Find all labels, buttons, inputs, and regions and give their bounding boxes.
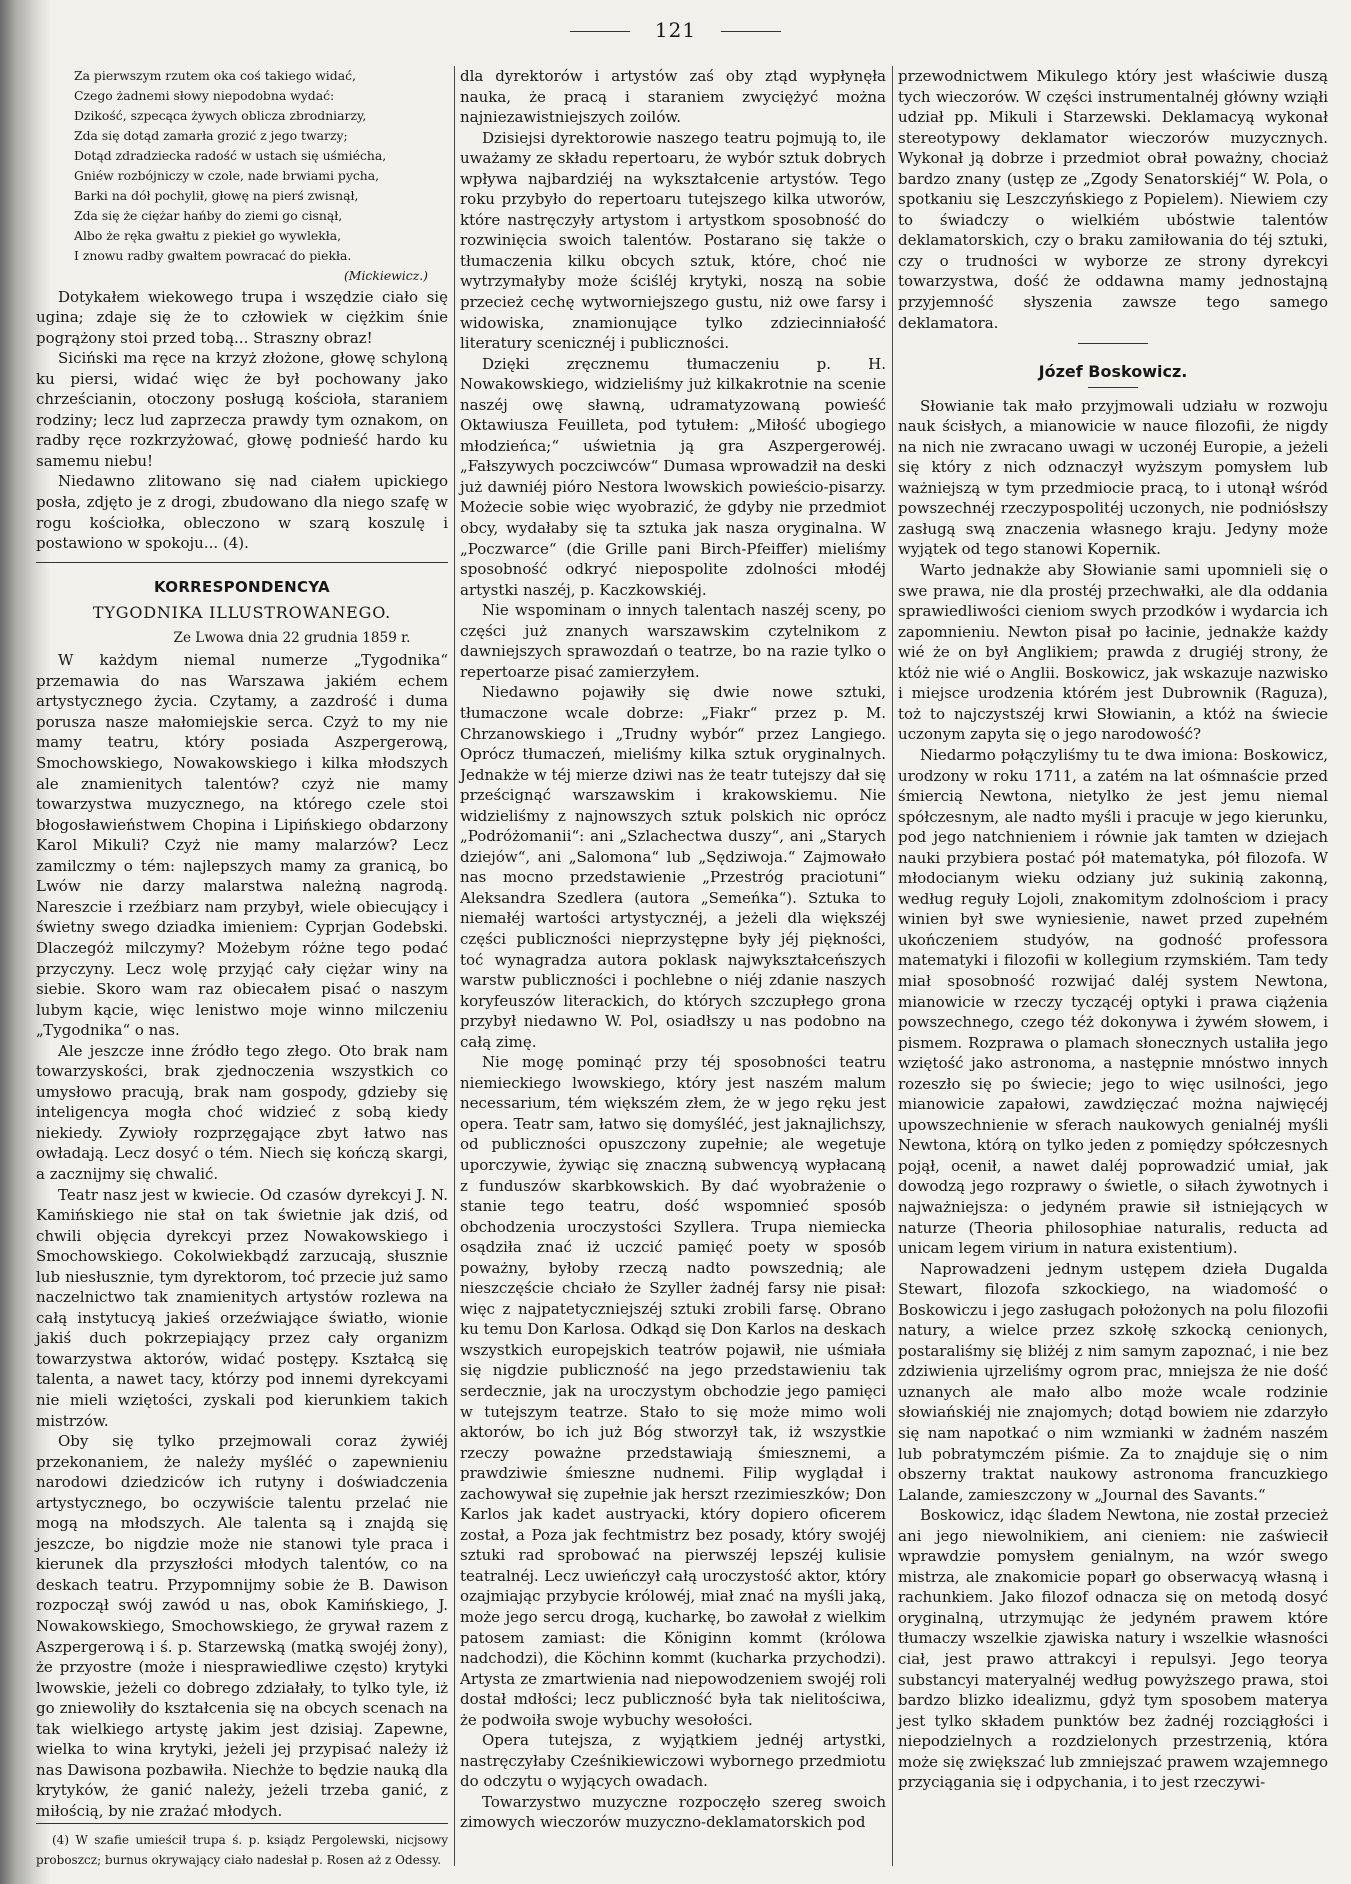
paragraph: Nie mogę pominąć przy téj sposobności teatru niemieckiego lwowskiego, który jest naszém malum necessarium, tém większém złem, że w jego ręku jest opera. Teatr sam, łatwo się domyśléć, jest jaknajlichszy, od publiczności opuszczony zupełnie; ale wegetuje uporczywie, żywiąc się znaczną subwencyą wypłacaną z funduszów skarbkowskich. By dać wyobrażenie o stanie tego teatru, dość wspomnieć sposób obchodzenia uroczystości Szyllera. Trupa niemiecka osądziła znać iż uczcić pamięć poety w sposób poważny, byłoby rzeczą nadto powszednią; ale nieszczęście chciało że Szyller żadnéj farsy nie pisał: więc z najpatetyczniejszéj sztuki zrobili farsę. Obrano ku temu Don Karlosa. Odkąd się Don Karlos na deskach wszystkich europejskich teatrów pojawił, nie uśmiała się nigdzie publiczność na jego przedstawieniu tak serdecznie, jak na uroczystym obchodzie jego pamięci w tutejszym teatrze. Stało to się może mimo woli aktorów, bo ich już Bóg stworzył tak, iż wszystkie rzeczy poważne przedstawiają śmiesznemi, a prawdziwie śmieszne nudnemi. Filip wyglądał i zachowywał się zupełnie jak herszt rzezimieszków; Don Karlos jak kadet austryacki, który dopiero oficerem został, a Poza jak fechtmistrz bez posady, który swojéj sztuki rad sprobować na pierwszéj lepszéj kulisie teatralnéj. Lecz uwieńczył całą uroczystość aktor, który ozajmiając przybycie królowéj, miał znać na myśli jaką, może jego sercu drogą, kucharkę, bo zawołał z wielkim patosem zamiast: die Königinn kommt (królowa nadchodzi), die Köchinn kommt (kucharka przychodzi). Artysta ze zmartwienia nad niepowodzeniem swojéj roli dostał mdłości; lecz publiczność była tak nielitościwa, że podwoiła swoje wybuchy wesołości. [460,1053,886,1729]
paragraph: Boskowicz, idąc śladem Newtona, nie został przecież ani jego niewolnikiem, ani cieniem: nie zaświecił wprawdzie pomysłem genialnym, na wzór swego mistrza, ale znakomicie poparł go obserwacyą własną i rachunkiem. Jako filozof odnacza się on metodą dosyć oryginalną, utrzymując że jedyném prawem które tłumaczy wszelkie zjawiska natury i wszelkie własności ciał, jest prawo attrakcyi i repulsyi. Jego teorya substancyi materyalnéj według powyższego prawa, stoi bardzo blizko idealizmu, gdyż tym sposobem materya jest tylko składem punktów bez żadnéj rozciągłości i niepodzielnych a rozdzielonych przestrzenią, która może się zwiększać lub zmniejszać prawem wzajemnego przyciągania się i odpychania, i to jest rzeczywi- [898,1506,1328,1792]
poem-line: Zda się dotąd zamarła grozić z jego twarzy; [74,128,348,143]
article-heading: Józef Boskowicz. [1038,362,1188,382]
paragraph: Naprowadzeni jednym ustępem dzieła Dugalda Stewart, filozofa szkockiego, na wiadomość o Boskowiczu i jego zasługach położonych na polu filozofii natury, a wielce przez szkołę szkocką cenionych, postaraliśmy się bliżéj z nim samym zapoznać, i nie bez zdziwienia ujrzeliśmy ogrom prac, mniejsza że nie dość uznanych ale mało albo może wcale rodzinie słowiańskiéj nie znajomych; dotąd bowiem nie zdarzyło się nam napotkać o nim wzmianki w żadném naszém lub pobratymczém piśmie. Za to znajduje się o nim obszerny traktat naukowy astronoma francuzkiego Lalande, zamieszczony w „Journal des Savants.“ [898,1259,1328,1504]
poem-line: Gniéw rozbójniczy w czole, nade brwiami pycha, [74,168,380,183]
paragraph: Niedawno zlitowano się nad ciałem upickiego posła, zdjęto je z drogi, zbudowano dla niego szafę w rogu kościołka, obleczono w szarą koszulę i postawiono w spokoju... (4). [36,472,448,553]
poem-block [36,66,448,266]
article-separator [1078,343,1148,344]
paragraph: Niedawno pojawiły się dwie nowe sztuki, tłumaczone wcale dobrze: „Fiakr“ przez p. M. Chrzanowskiego i „Trudny wybór“ przez Langiego. Oprócz tłumaczeń, mieliśmy kilka sztuk oryginalnych. Jednakże w téj mierze dziwi nas że teatr tutejszy dał się prześcignąć warszawskim i krakowskiemu. Nie widzieliśmy z najnowszych sztuk polskich nic oprócz „Podróżomanii“: ani „Szlachectwa duszy“, ani „Starych dziejów“, ani „Salomona“ lub „Sędziwoja.“ Zajmowało nas mocno przedstawienie „Przestróg praciotuni“ Aleksandra Szedlera (autora „Semeńka“). Sztuka to niemałéj wartości artystycznéj, a jeżeli dla większéj części publiczności nieprzystępne były jéj piękności, toć wynagradza autora poklask najwykształceńszych warstw publiczności i pochlebne o niéj zdanie naszych koryfeuszów literackich, do których szczupłego grona przybył niedawno W. Pol, osiadłszy u nas podobno na całą zimę. [460,683,886,1051]
paragraph: Dzięki zręcznemu tłumaczeniu p. H. Nowakowskiego, widzieliśmy już kilkakrotnie na scenie naszéj owę sławną, udramatyzowaną powieść Oktawiusza Feuilleta, pod tytułem: „Miłość ubogiego młodzieńca;“ uświetnia ją gra Aszpergerowéj. „Fałszywych poczciwców“ Dumasa wprowadził na deski już dawniéj pióro Nestora lwowskich powieścio-pisarzy. Możecie sobie więc wyobrazić, że gdyby nie przedmiot obcy, wydałaby się ta sztuka jak nasza oryginalna. W „Poczwarce“ (die Grille pani Birch-Pfeiffer) mieliśmy sposobność odkryć niepospolite zdolności młodéj artystki naszéj, p. Kaczkowskiéj. [460,354,886,599]
poem-line: Czego żadnemi słowy niepodobna wydać: [74,88,335,103]
paragraph: Słowianie tak mało przyjmowali udziału w rozwoju nauk ścisłych, a mianowicie w nauce filozofii, że nigdy na nich nie zwracano uwagi w uczonéj Europie, a jeżeli się który z nich odznaczył wyższym pomysłem lub ważniejszą w tym przedmiocie pracą, to i utonął wśród powszechnéj rzeczypospolitéj uczonych, nie podniósłszy zasługą swą znaczenia własnego kraju. Jedyny może wyjątek od tego stanowi Kopernik. [898,396,1328,559]
paragraph: Dzisiejsi dyrektorowie naszego teatru pojmują to, ile uważamy ze składu repertoaru, że wybór sztuk dobrych wpływa najbardziéj na wykształcenie artystów. Tego roku przybyło do repertoaru tutejszego kilka utworów, które nastręczyły artystom i artystkom sposobność do rozwinięcia swoich talentów. Postarano się także o tłumaczenia kilku obcych sztuk, które, choć nie wytrzymałyby może ściśléj krytyki, noszą na sobie przecież cechę wytworniejszego gustu, niż owe farsy i widowiska, znamionujące tylko zdziecinniałość literatury scenicznéj i publiczności. [460,128,886,353]
column-divider [454,66,455,1866]
poem-line: Dzikość, szpecąca żywych oblicza zbrodniarzy, [74,108,367,123]
poem-line: Zda się że ciężar hańby do ziemi go cisnął, [74,208,343,223]
section-title: KORRESPONDENCYA [154,577,330,596]
poem-line: I znowu radby gwałtem powracać do piekła. [74,248,352,263]
paragraph: Warto jednakże aby Słowianie sami upomnieli się o swe prawa, nie dla prostéj przechwałki, ale dla oddania sprawiedliwości cieniom swych przodków i wydarcia ich zapomnieniu. Newton pisał po łacinie, jednakże każdy wié że on był Anglikiem; prawda z drugiéj strony, że któż nie wié o Anglii. Boskowicz, jak wskazuje nazwisko i miejsce urodzenia którém jest Dubrownik (Raguza), toż to najczystszéj krwi Słowianin, a któż na świecie uczonym zapyta się o jego narodowość? [898,561,1328,744]
paragraph: Towarzystwo muzyczne rozpoczęło szereg swoich zimowych wieczorów muzyczno-deklamatorskich pod [460,1792,886,1832]
page-header [0,18,1351,42]
column-middle [460,66,886,1833]
header-rule-left [570,31,630,32]
heading-underline [1088,387,1138,388]
paragraph: Niedarmo połączyliśmy tu te dwa imiona: Boskowicz, urodzony w roku 1711, a zatém na lat ośmnaście przed śmiercią Newtona, nietylko że jest jemu niemal spółczesnym, ale nadto myśli i pracuje w jego kierunku, pod jego natchnieniem i równie jak tamten w dziejach nauki przybiera postać pół matematyka, pół filozofa. W młodocianym wieku odziany już sukinią zakonną, według reguły Lojoli, znakomitym zdolnościom i pracy winien był swe wyniesienie, nawet przed zupełném ukończeniem studyów, na godność professora matematyki i filozofii w kollegium rzymskiém. Tam tedy miał sposobność rozwijać daléj system Newtona, mianowicie w rzeczy tyczącéj optyki i prawa ciążenia powszechnego, czego téż dokonywa i żywém słowem, i pismem. Rozprawa o plamach słonecznych ustaliła jego wziętość jako astronoma, a następnie mnóstwo innych rozeszło się po świecie; jego to więc usilności, jego mianowicie zapałowi, zawdzięczać można najwięcéj upowszechnienie w sferach naukowych genialnéj myśli Newtona, którą on tylko jeden z pomiędzy spółczesnych pojął, ocenił, a nawet daléj poprowadzić umiał, jak dowodzą jego rozprawy o świetle, o siłach żywotnych i najważniejsza: o jedyném prawie sił istniejących w naturze (Theoria philosophiae naturalis, reducta ad unicam legem virium in natura existentium). [898,745,1328,1258]
paragraph: przewodnictwem Mikulego który jest właściwie duszą tych wieczorów. W części instrumentalnéj główny wziąłi udział pp. Mikuli i Starzewski. Deklamacyą wykonał stereotypowy deklamator wieczorów muzycznych. Wykonał ją dobrze i przedmiot obrał poważny, chociaż bardzo znany (ustęp ze „Zgody Senatorskiéj“ W. Pola, o spotkaniu się Leszczyńskiego z Popielem). Niewiem czy to świadczy o wielkiém ubóstwie talentów deklamatorskich, czy o braku zamiłowania do téj sztuki, czy o trudności w wyborze ze strony dyrekcyi towarzystwa, dość że oddawna mamy jednostajną przyjemność słyszenia zawsze tego samego deklamatora. [898,67,1328,332]
poem-line: Dotąd zdradziecka radość w ustach się uśmiécha, [74,148,387,163]
paragraph: Ale jeszcze inne źródło tego złego. Oto brak nam towarzyskości, brak zjednoczenia wszystkich co umysłowo pracują, brak nam gospody, gdzieby się inteligencya mogła choć widzieć z sobą kiedy niekiedy. Zywioły rozprzęgające zbyt łatwo nas owładają. Lecz dosyć o tém. Niech się kończą skargi, a zacznijmy się chwalić. [36,1041,448,1183]
poem-line: Za pierwszym rzutem oka coś takiego widać, [74,68,356,83]
paragraph: Dotykałem wiekowego trupa i wszędzie ciało się ugina; zdaje się że to człowiek w ciężkim śnie pogrążony stoi przed tobą... Straszny obraz! [36,287,448,347]
column-right [898,66,1328,1793]
paragraph: Opera tutejsza, z wyjątkiem jednéj artystki, nastręczyłaby Cześnikiewiczowi wybornego przedmiotu do odczytu o wyjących owadach. [460,1731,886,1791]
paragraph: Nie wspominam o innych talentach naszéj sceny, po części już znanych warszawskim czytelnikom z dawniejszych sprawozdań o teatrze, bo na razie tylko o repertoarze pisać zamierzyłem. [460,601,886,681]
column-left [36,66,448,1870]
paragraph: Oby się tylko przejmowali coraz żywiéj przekonaniem, że należy myśléć o zapewnieniu narodowi dziedziców ich rutyny i doświadczenia artystycznego, bo oczywiście talentu przelać nie mogą na młodszych. Ale talenta są i znajdą się jeszcze, bo nigdzie może nie stanowi tyle praca i kierunek dla przyszłości młodych talentów, co na deskach teatru. Przypomnijmy sobie że B. Dawison rozpoczął swój zawód u nas, obok Kamińskiego, J. Nowakowskiego, Smochowskiego, że grywał razem z Aszpergerową i ś. p. Starzewską (matką swojéj żony), że przyostre (może i niesprawiedliwe często) krytyki lwowskie, jeżeli co dobrego zdziałały, to tylko tyle, iż go zniewoliły do kształcenia się na obcych scenach na tak wielkiego artystę jakim jest dzisiaj. Zapewne, wielka to wina krytyki, jeżeli jej przypisać należy iż nas Dawisona pozbawiła. Niechże to będzie nauką dla krytyków, że ganić należy, jeżeli trzeba ganić, z miłością, by nie zrażać młodych. [36,1432,448,1820]
paragraph: W każdym niemal numerze „Tygodnika“ przemawia do nas Warszawa jakiém echem artystycznego życia. Czytamy, a zazdrość i duma porusza nasze małomiejskie serca. Czyż to my nie mamy teatru, który posiada Aszpergerową, Smochowskiego, Nowakowskiego i kilka młodszych ale znamienitych talentów? czyż nie mamy towarzystwa muzycznego, na którego czele stoi błogosławieństwem Chopina i Lipińskiego obdarzony Karol Mikuli? Czyż nie mamy malarzów? Lecz zamilczmy o tém: najlepszych mamy za granicą, bo Lwów nie darzy malarstwa należną nagrodą. Nareszcie i rzeźbiarz nam przybył, wiele obiecujący i świetny swego dziadka imieniem: Cyprjan Godebski. Dlaczegóż milczymy? Możebym różne tego podać przyczyny. Lecz wolę przyjąć cały ciężar winy na siebie. Skoro wam raz obiecałem pisać o naszym lubym kącie, więc lenistwo moje winno milczeniu „Tygodnika“ o nas. [36,651,448,1040]
footnote-rule [36,1823,448,1824]
footnote: (4) W szafie umieścił trupa ś. p. ksiądz Pergolewski, nicjsowy proboszcz; burnus okrywający ciało nadesłał p. Rosen aż z Odessy. [36,1833,448,1868]
poem-attribution: (Mickiewicz.) [343,268,428,283]
paragraph: Siciński ma ręce na krzyż złożone, głowę schyloną ku piersi, widać więc że był pochowany jako chrześcianin, otoczony posługą kościoła, staraniem rodziny; lecz lud zaprzecza prawdy tym oznakom, on radby ręce rozkrzyżować, głowę podnieść hardo ku samemu niebu! [36,349,448,470]
column-divider [892,66,893,1866]
paragraph: Teatr nasz jest w kwiecie. Od czasów dyrekcyi J. N. Kamińskiego nie stał on tak świetnie jak dziś, od chwili objęcia dyrekcyi przez Nowakowskiego i Smochowskiego. Cokolwiekbądź zarzucają, słusznie lub niesłusznie, tym dyrektorom, toć przecie już samo naczelnictwo tak znamienitych artystów rozlewa na całą instytucyą jakieś orzeźwiające światło, wionie jakiś duch pokrzepiający przez cały organizm towarzystwa aktorów, widać postępy. Kształcą się talenta, a nawet tacy, którzy pod innemi dyrekcyami nie mieli wziętości, zyskali pod kierunkiem takich mistrzów. [36,1185,448,1430]
page-number: 121 [654,18,697,42]
paragraph: dla dyrektorów i artystów zaś oby ztąd wypłynęła nauka, że pracą i staraniem zwyciężyć można najniezawistniejszych zoilów. [460,67,886,127]
section-subtitle: TYGODNIKA ILLUSTROWANEGO. [92,603,392,623]
dateline: Ze Lwowa dnia 22 grudnia 1859 r. [173,629,411,646]
header-rule-right [721,31,781,32]
section-separator [36,562,448,563]
poem-line: Barki na dół pochylił, głowę na pierś zwisnął, [74,188,359,203]
poem-line: Albo że ręka gwałtu z piekieł go wywlekła, [74,228,342,243]
